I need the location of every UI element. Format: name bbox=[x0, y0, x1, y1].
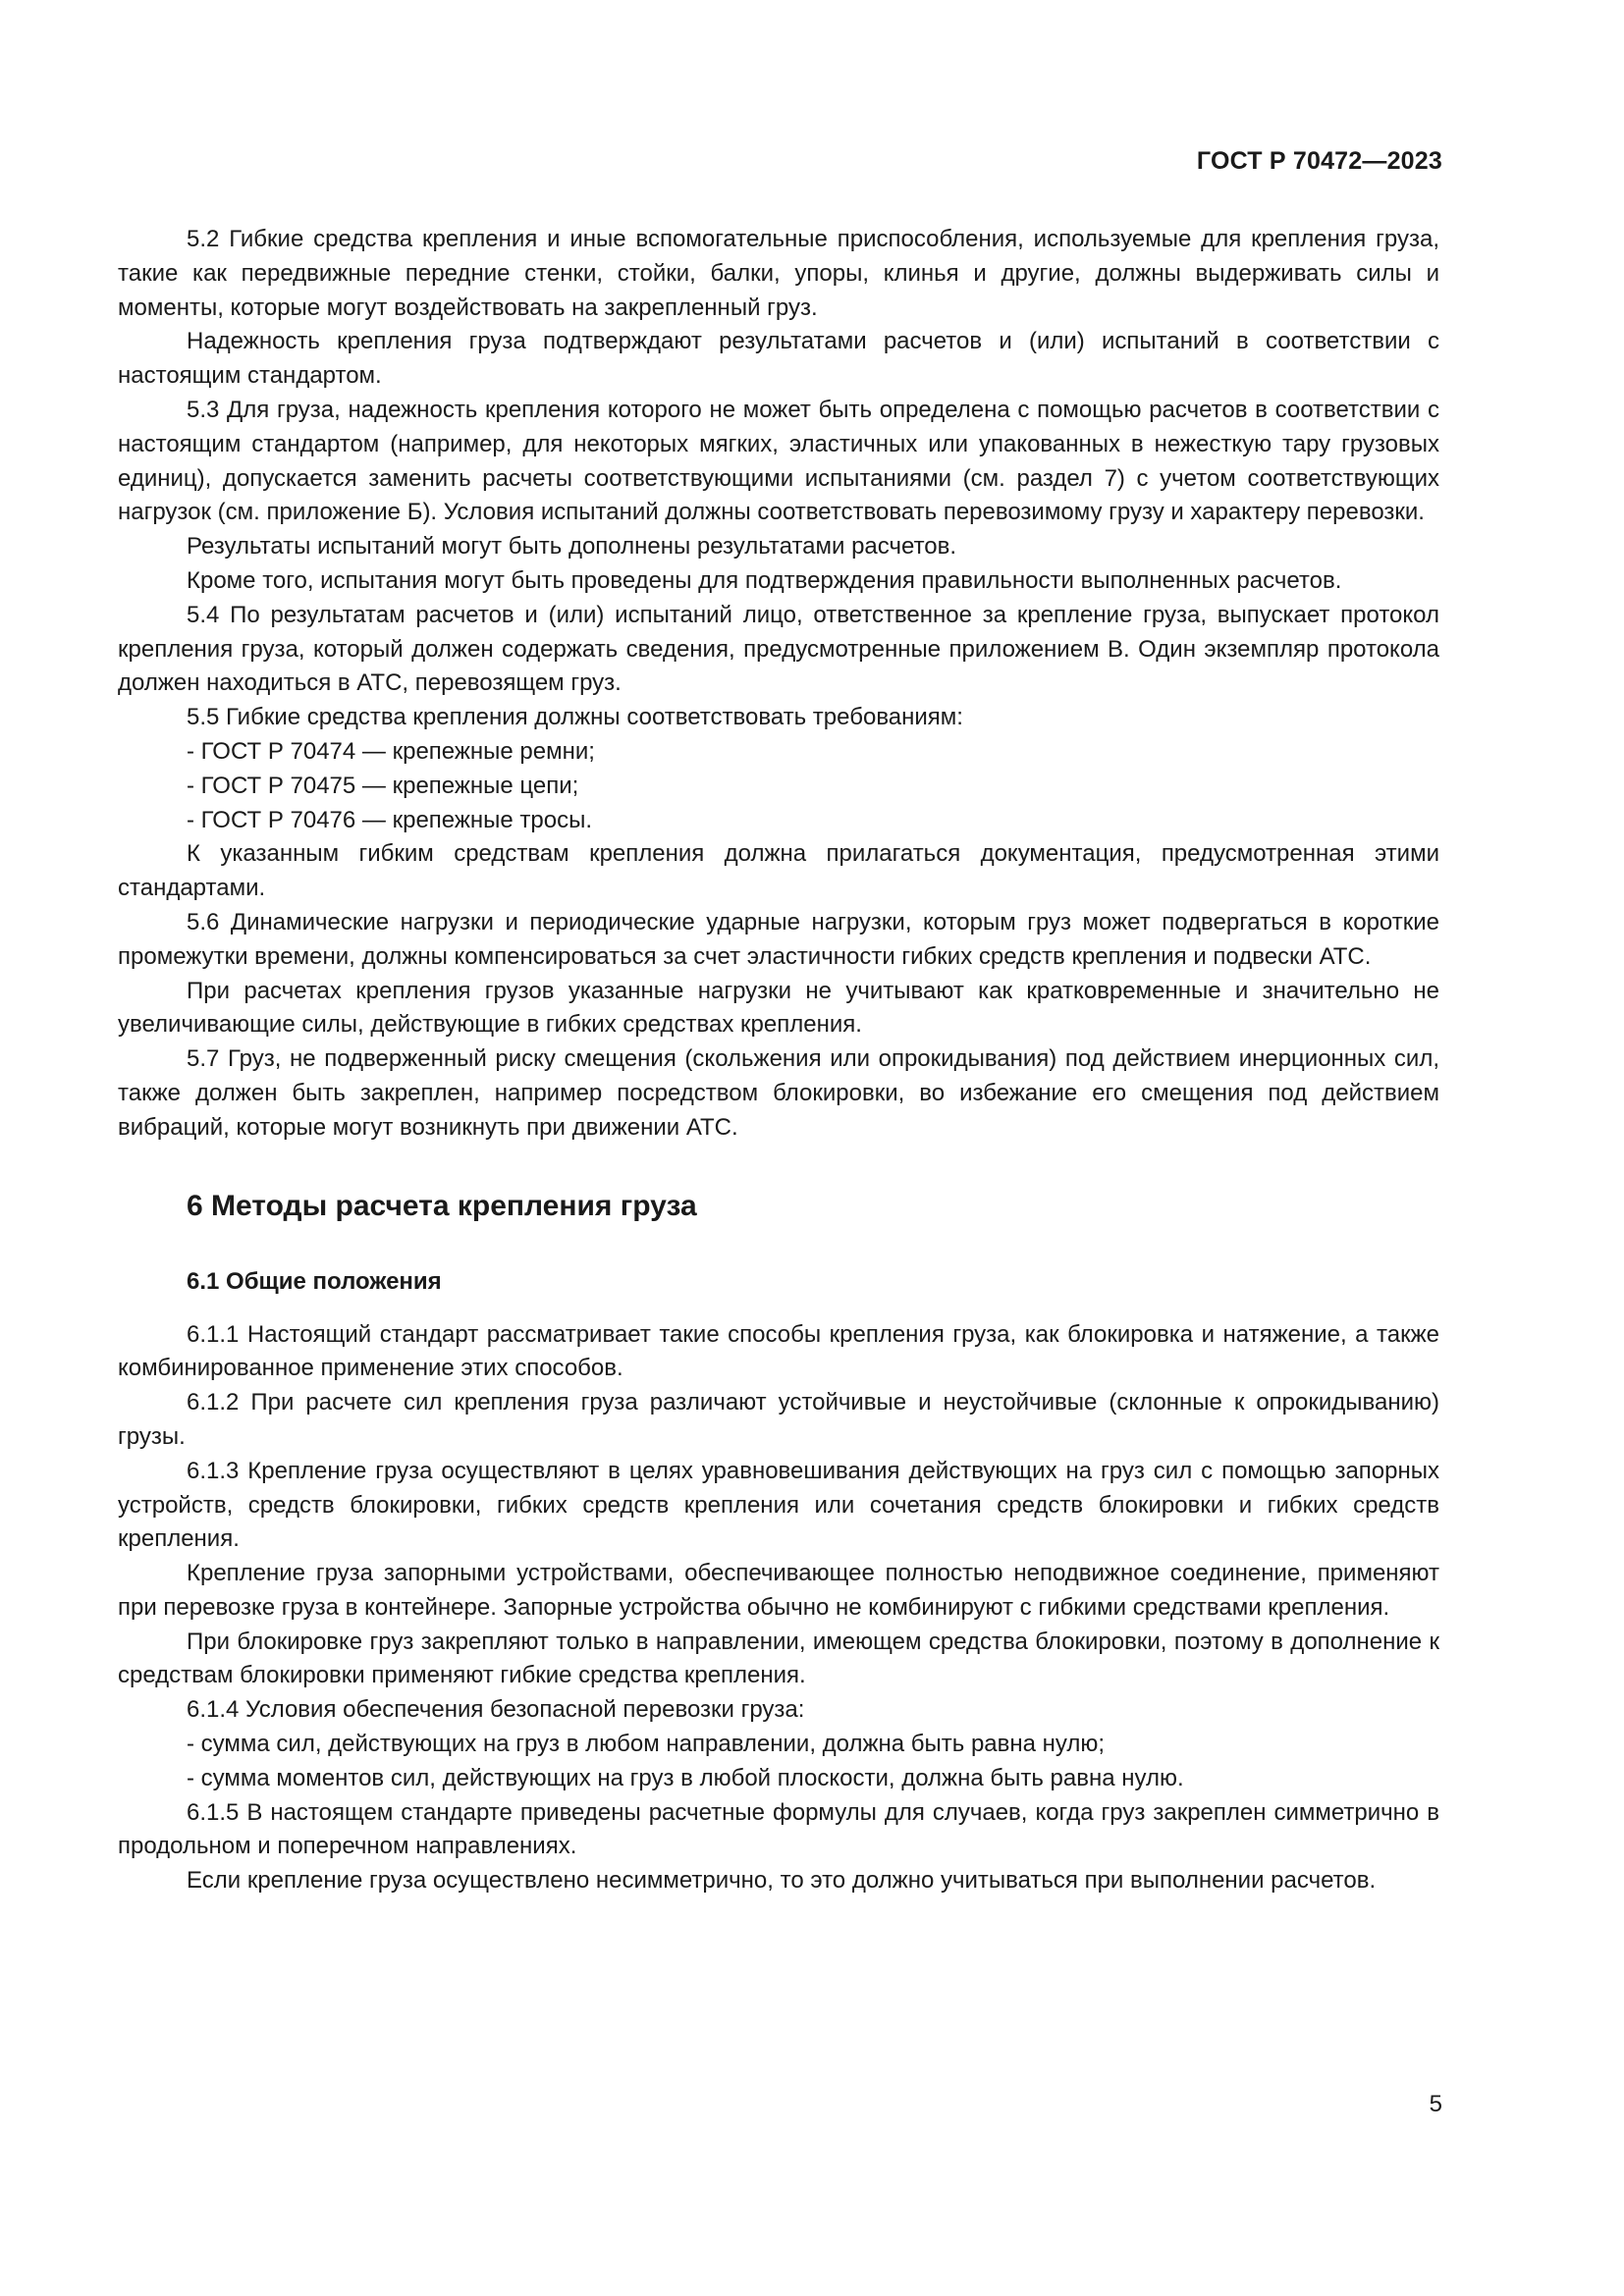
paragraph-5-6: 5.6 Динамические нагрузки и периодические ударные нагрузки, которым груз может подвергаться в короткие промежутки времени, должны компенсироваться за счет эластичности гибких средств крепления и подвески АТС. bbox=[118, 908, 1439, 970]
paragraph-5-5: 5.5 Гибкие средства крепления должны соответствовать требованиям: bbox=[187, 704, 963, 731]
paragraph: Если крепление груза осуществлено несимметрично, то это должно учитываться при выполнении расчетов. bbox=[187, 1867, 1377, 1895]
paragraph-5-3: 5.3 Для груза, надежность крепления которого не может быть определена с помощью расчетов в соответствии с настоящим стандартом (например, для некоторых мягких, эластичных или упакованных в нежесткую тару грузовых единиц), допускается заменить расчеты соответствующими испытаниями (см. раздел 7) с учетом соответствующих нагрузок (см. приложение Б). Условия испытаний должны соответствовать перевозимому грузу и характеру перевозки. bbox=[118, 396, 1439, 526]
list-item: - ГОСТ Р 70476 — крепежные тросы. bbox=[187, 806, 593, 833]
paragraph-6-1-2: 6.1.2 При расчете сил крепления груза различают устойчивые и неустойчивые (склонные к опрокидыванию) грузы. bbox=[118, 1389, 1439, 1450]
paragraph: Кроме того, испытания могут быть проведены для подтверждения правильности выполненных расчетов. bbox=[187, 566, 1342, 594]
list-item: - сумма моментов сил, действующих на груз в любой плоскости, должна быть равна нулю. bbox=[187, 1764, 1184, 1791]
list-item: - ГОСТ Р 70474 — крепежные ремни; bbox=[187, 737, 595, 765]
paragraph-5-2: 5.2 Гибкие средства крепления и иные вспомогательные приспособления, используемые для крепления груза, такие как передвижные передние стенки, стойки, балки, упоры, клинья и другие, должны выдерживать силы и моменты, которые могут воздействовать на закрепленный груз. bbox=[118, 226, 1439, 321]
paragraph: Крепление груза запорными устройствами, обеспечивающее полностью неподвижное соединение, применяют при перевозке груза в контейнере. Запорные устройства обычно не комбинируют с гибкими средствами крепления. bbox=[118, 1560, 1439, 1621]
document-body bbox=[118, 223, 1439, 1898]
paragraph-6-1-3: 6.1.3 Крепление груза осуществляют в целях уравновешивания действующих на груз сил с помощью запорных устройств, средств блокировки, гибких средств крепления или сочетания средств блокировки и гибких средств крепления. bbox=[118, 1457, 1439, 1553]
section-6-title: 6 Методы расчета крепления груза bbox=[187, 1189, 697, 1222]
paragraph-5-4: 5.4 По результатам расчетов и (или) испытаний лицо, ответственное за крепление груза, выпускает протокол крепления груза, который должен содержать сведения, предусмотренные приложением В. Один экземпляр протокола должен находиться в АТС, перевозящем груз. bbox=[118, 601, 1439, 697]
list-item: - ГОСТ Р 70475 — крепежные цепи; bbox=[187, 772, 579, 799]
paragraph-6-1-5: 6.1.5 В настоящем стандарте приведены расчетные формулы для случаев, когда груз закреплен симметрично в продольном и поперечном направлениях. bbox=[118, 1798, 1439, 1860]
paragraph-5-7: 5.7 Груз, не подверженный риску смещения (скольжения или опрокидывания) под действием инерционных сил, также должен быть закреплен, например посредством блокировки, во избежание его смещения под действием вибраций, которые могут возникнуть при движении АТС. bbox=[118, 1045, 1439, 1141]
paragraph: При расчетах крепления грузов указанные нагрузки не учитывают как кратковременные и значительно не увеличивающие силы, действующие в гибких средствах крепления. bbox=[118, 977, 1439, 1039]
document-code-header: ГОСТ Р 70472—2023 bbox=[1196, 147, 1442, 175]
paragraph-6-1-1: 6.1.1 Настоящий стандарт рассматривает такие способы крепления груза, как блокировка и натяжение, а также комбинированное применение этих способов. bbox=[118, 1320, 1439, 1382]
paragraph-6-1-4: 6.1.4 Условия обеспечения безопасной перевозки груза: bbox=[187, 1696, 805, 1724]
page-number: 5 bbox=[1429, 2091, 1442, 2117]
list-item: - сумма сил, действующих на груз в любом направлении, должна быть равна нулю; bbox=[187, 1731, 1106, 1758]
paragraph: При блокировке груз закрепляют только в направлении, имеющем средства блокировки, поэтому в дополнение к средствам блокировки применяют гибкие средства крепления. bbox=[118, 1628, 1439, 1689]
paragraph: К указанным гибким средствам крепления должна прилагаться документация, предусмотренная этими стандартами. bbox=[118, 840, 1439, 902]
paragraph: Результаты испытаний могут быть дополнены результатами расчетов. bbox=[187, 533, 957, 561]
paragraph: Надежность крепления груза подтверждают результатами расчетов и (или) испытаний в соответствии с настоящим стандартом. bbox=[118, 328, 1439, 390]
subsection-6-1-title: 6.1 Общие положения bbox=[187, 1267, 442, 1295]
